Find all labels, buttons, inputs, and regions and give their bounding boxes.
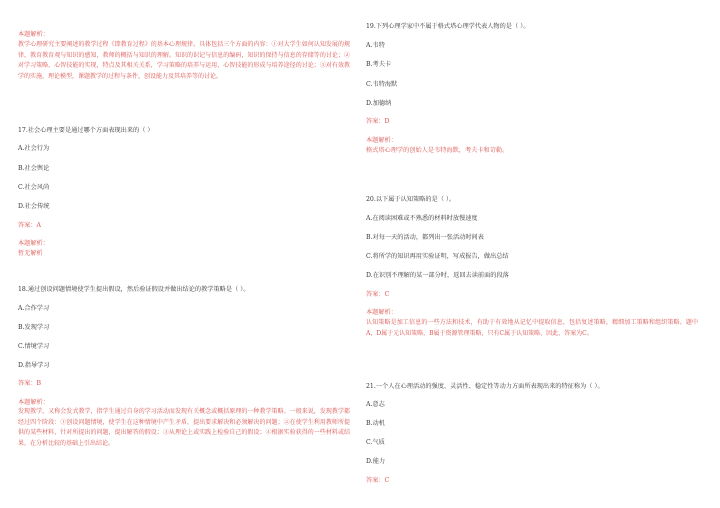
q19-option-d[interactable]: D.加德纳 bbox=[366, 100, 392, 107]
q19-explanation-heading: 本题解析： bbox=[366, 137, 397, 144]
explanation-text: 教学心理研究主要阐述的教学过程《即教育过程》的基本心理规律。具体包括三个方面的内容：①对大学生如何认知发展的规律，教育教育观与知识的感知，教师的概括与知识的理解。知识的识记与信息的编码，知识的保持与信息的存储等的讨论；②对学习策略，心智技能的实现，特点及其相关关系，学习策略的培养与运用，心智技能的形成与培养途径的讨论；③对有效教学的实施，理论模型，课题教学的过程与条件，创设能力及其培养等的讨论。 bbox=[18, 41, 350, 80]
q17-answer: 答案：A bbox=[18, 222, 42, 229]
q21-option-c[interactable]: C.气质 bbox=[366, 439, 385, 446]
q20-option-d[interactable]: D.在识别不理解的某一部分时，返回去读前面的段落 bbox=[366, 272, 509, 279]
q20-option-a[interactable]: A.在阅读困难或不熟悉的材料时放慢速度 bbox=[366, 215, 478, 222]
q18-option-b[interactable]: B.发现学习 bbox=[18, 324, 50, 331]
q20-answer: 答案：C bbox=[366, 291, 390, 298]
q18-option-d[interactable]: D.指导学习 bbox=[18, 362, 50, 369]
q20-option-b[interactable]: B.对每一天的活动，都列出一张活动时间表 bbox=[366, 234, 484, 241]
q17-option-d[interactable]: D.社会传统 bbox=[18, 203, 50, 210]
q17-explanation-text: 暂无解析 bbox=[18, 250, 43, 257]
q21-option-a[interactable]: A.意志 bbox=[366, 401, 385, 408]
question-20: 20.以下属于认知策略的是（ ）。 bbox=[366, 196, 456, 203]
q20-option-c[interactable]: C.将所学的知识再用实验证明，写成报告，做出总结 bbox=[366, 253, 509, 260]
explanation-heading: 本题解析： bbox=[18, 31, 49, 38]
q21-answer: 答案：C bbox=[366, 477, 390, 484]
left-column bbox=[18, 0, 350, 508]
question-17: 17.社会心理主要是通过哪个方面表现出来的（ ） bbox=[18, 127, 154, 134]
q19-answer: 答案：D bbox=[366, 118, 390, 125]
q18-explanation-heading: 本题解析： bbox=[18, 399, 49, 406]
q18-answer: 答案：B bbox=[18, 380, 42, 387]
q17-explanation-heading: 本题解析： bbox=[18, 240, 49, 247]
q19-explanation-text: 格式塔心理学的创始人是韦特海默，考夫卡和苛勒。 bbox=[366, 147, 509, 154]
q20-explanation-text: 认知策略是加工信息的一些方法和技术，有助于有效地从记忆中提取信息，包括复述策略，精细加工策略和组织策略。题中A，D属于元认知策略，B属于资源管理策略，只有C属于认知策略，因此，答案为C。 bbox=[366, 319, 698, 337]
q19-option-c[interactable]: C.韦特海默 bbox=[366, 81, 398, 88]
q21-option-b[interactable]: B.动机 bbox=[366, 420, 385, 427]
question-21: 21.一个人在心理活动的强度、灵活性、稳定性等动力方面所表现出来的特征称为（ ）。 bbox=[366, 383, 604, 390]
right-column bbox=[366, 0, 698, 508]
q18-option-a[interactable]: A.合作学习 bbox=[18, 305, 50, 312]
q17-option-c[interactable]: C.社会风尚 bbox=[18, 184, 50, 191]
q18-option-c[interactable]: C.情境学习 bbox=[18, 343, 50, 350]
question-19: 19.下列心理学家中不属于格式塔心理学代表人物的是（ ）。 bbox=[366, 23, 530, 30]
q20-explanation-heading: 本题解析： bbox=[366, 309, 397, 316]
q19-option-a[interactable]: A.韦特 bbox=[366, 42, 385, 49]
q17-option-b[interactable]: B.社会舆论 bbox=[18, 165, 50, 172]
question-18: 18.通过创设问题情境使学生提出假设，然后验证假设并做出结论的教学策略是（ ）。 bbox=[18, 286, 250, 293]
q18-explanation-text: 发现教学，又称会发式教学，指学生通过自身的学习活动而发现有关概念或概括原理的一种教学策略。一般来说，发现教学都经过四个阶段：①创设问题情境，使学生在这种情境中产生矛盾，提出要求解决和必须解决的问题；②在使学生利用教师所提供的某些材料，针对所提出的问题，提出解答的假设；③从理论上或实践上检验自己的假设；④根据实验获得的一些材料或结果，在分析比较的基础上引出结论。 bbox=[18, 408, 350, 447]
q17-option-a[interactable]: A.社会行为 bbox=[18, 145, 50, 152]
q21-option-d[interactable]: D.能力 bbox=[366, 458, 386, 465]
q19-option-b[interactable]: B.考夫卡 bbox=[366, 61, 392, 68]
